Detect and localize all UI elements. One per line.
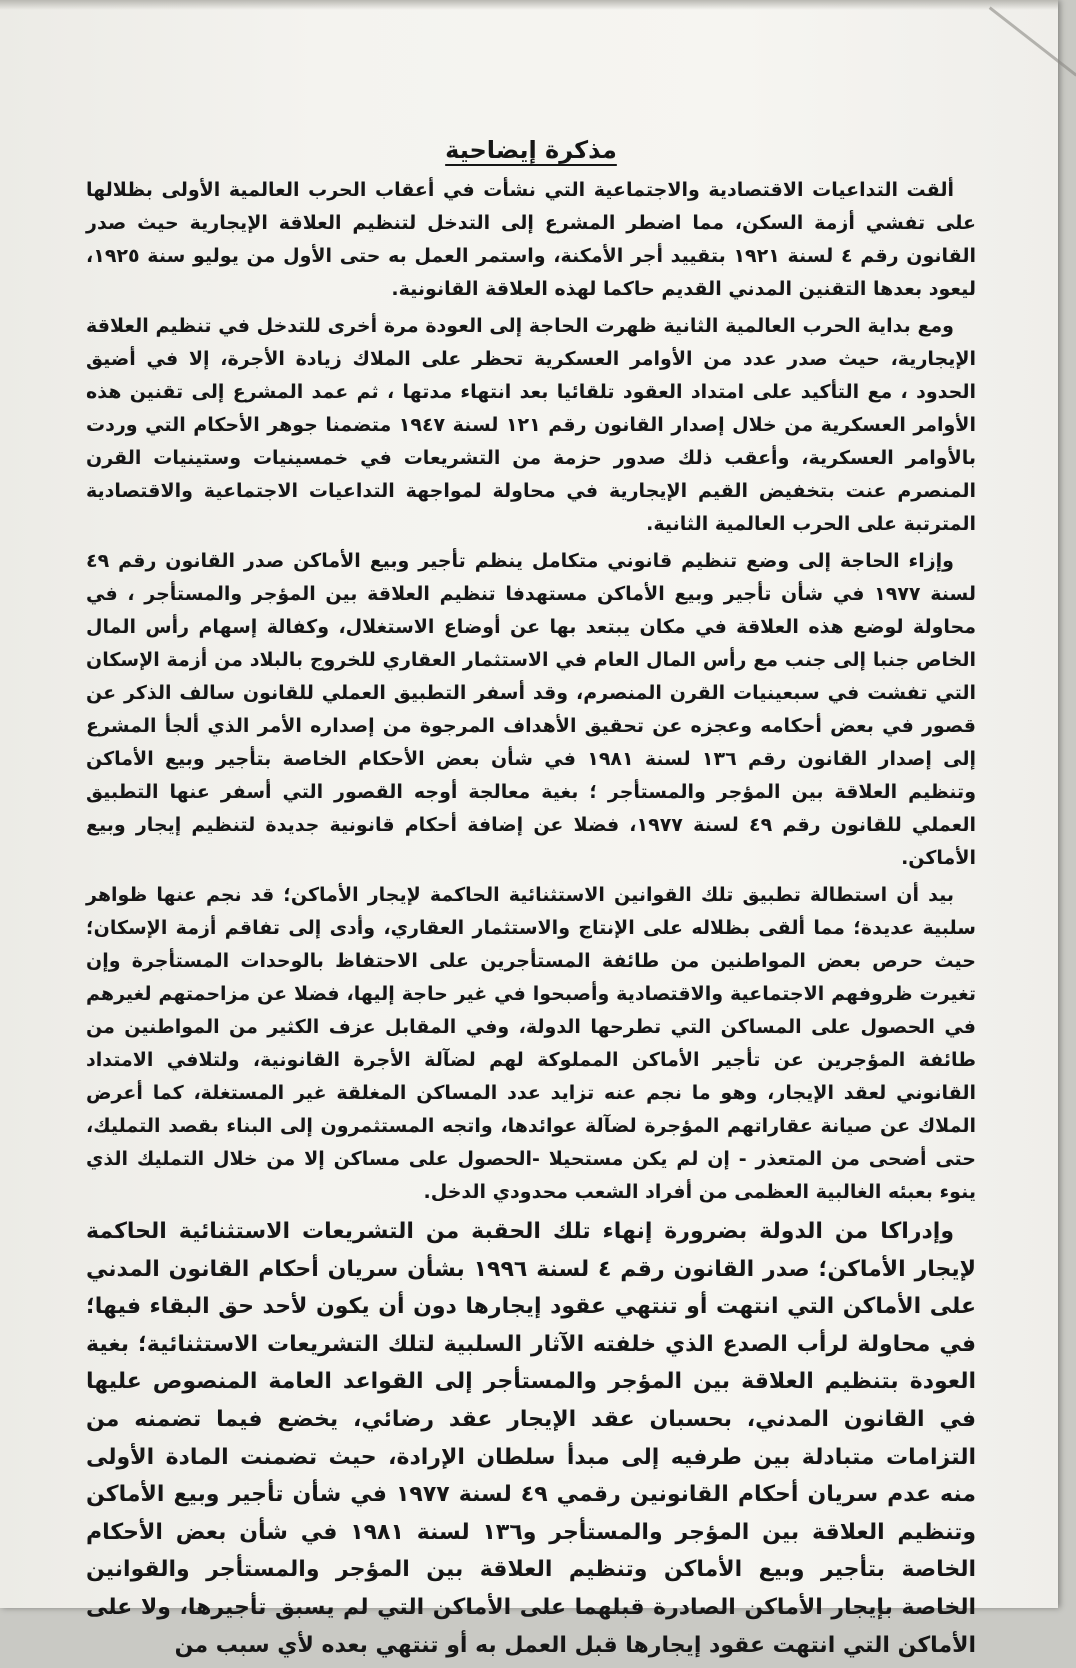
paragraph-negative-effects: بيد أن استطالة تطبيق تلك القوانين الاستثنائية الحاكمة لإيجار الأماكن؛ قد نجم عنها ظواهر سلبية عديدة؛ مما ألقى بظلاله على الإنتاج والاستثمار العقاري، وأدى إلى تفاقم أزمة الإسكان؛ حيث حرص بعض المواطنين من طائفة المستأجرين على الاحتفاظ بالوحدات المستأجرة وإن تغيرت ظروفهم الاجتماعية والاقتصادية وأصبحوا في غير حاجة إليها، فضلا عن مزاحمتهم لغيرهم في الحصول على المساكن التي تطرحها الدولة، وفي المقابل عزف الكثير من المواطنين من طائفة المؤجرين عن تأجير الأماكن المملوكة لهم لضآلة الأجرة القانونية، ولتلافي الامتداد القانوني لعقد الإيجار، وهو ما نجم عنه تزايد عدد المساكن المغلقة غير المستغلة، كما أعرض الملاك عن صيانة عقاراتهم المؤجرة لضآلة عوائدها، واتجه المستثمرون إلى البناء بقصد التمليك، حتى أضحى من المتعذر - إن لم يكن مستحيلا -الحصول على مساكن إلا من خلال التمليك الذي ينوء بعبئه الغالبية العظمى من أفراد الشعب محدودي الدخل. [86,884,976,1203]
paragraph-wwi-housing: ألقت التداعيات الاقتصادية والاجتماعية التي نشأت في أعقاب الحرب العالمية الأولى بظلالها على تفشي أزمة السكن، مما اضطر المشرع إلى التدخل لتنظيم العلاقة الإيجارية حيث صدر القانون رقم ٤ لسنة ١٩٢١ بتقييد أجر الأمكنة، واستمر العمل به حتى الأول من يوليو سنة ١٩٢٥، ليعود بعدها التقنين المدني القديم حاكما لهذه العلاقة القانونية. [86,179,976,300]
paragraph-wwii-military-orders: ومع بداية الحرب العالمية الثانية ظهرت الحاجة إلى العودة مرة أخرى للتدخل في تنظيم العلاقة الإيجارية، حيث صدر عدد من الأوامر العسكرية تحظر على الملاك زيادة الأجرة، إلا في أضيق الحدود ، مع التأكيد على امتداد العقود تلقائيا بعد انتهاء مدتها ، ثم عمد المشرع إلى تقنين هذه الأوامر العسكرية من خلال إصدار القانون رقم ١٢١ لسنة ١٩٤٧ متضمنا جوهر الأحكام التي وردت بالأوامر العسكرية، وأعقب ذلك صدور حزمة من التشريعات في خمسينيات وستينيات القرن المنصرم عنت بتخفيض القيم الإيجارية في محاولة لمواجهة التداعيات الاجتماعية والاقتصادية المترتبة على الحرب العالمية الثانية. [86,315,976,535]
document-title: مذكرة إيضاحية [445,136,617,164]
paragraph-law-4-1996: وإدراكا من الدولة بضرورة إنهاء تلك الحقبة من التشريعات الاستثنائية الحاكمة لإيجار الأماكن؛ صدر القانون رقم ٤ لسنة ١٩٩٦ بشأن سريان أحكام القانون المدني على الأماكن التي انتهت أو تنتهي عقود إيجارها دون أن يكون لأحد حق البقاء فيها؛ في محاولة لرأب الصدع الذي خلفته الآثار السلبية لتلك التشريعات الاستثنائية؛ بغية العودة بتنظيم العلاقة بين المؤجر والمستأجر إلى القواعد العامة المنصوص عليها في القانون المدني، بحسبان عقد الإيجار عقد رضائي، يخضع فيما تضمنه من التزامات متبادلة بين طرفيه إلى مبدأ سلطان الإرادة، حيث تضمنت المادة الأولى منه عدم سريان أحكام القانونين رقمي ٤٩ لسنة ١٩٧٧ في شأن تأجير وبيع الأماكن وتنظيم العلاقة بين المؤجر والمستأجر و١٣٦ لسنة ١٩٨١ في شأن بعض الأحكام الخاصة بتأجير وبيع الأماكن وتنظيم العلاقة بين المؤجر والمستأجر والقوانين الخاصة بإيجار الأماكن الصادرة قبلهما على الأماكن التي لم يسبق تأجيرها، ولا على الأماكن التي انتهت عقود إيجارها قبل العمل به أو تنتهي بعده لأي سبب من [86,1219,977,1658]
document-body [86,128,976,1668]
page-top-edge [0,0,1058,10]
paragraph-law-49-1977: وإزاء الحاجة إلى وضع تنظيم قانوني متكامل ينظم تأجير وبيع الأماكن صدر القانون رقم ٤٩ لسنة ١٩٧٧ في شأن تأجير وبيع الأماكن مستهدفا تنظيم العلاقة بين المؤجر والمستأجر ، في محاولة لوضع هذه العلاقة في مكان يبتعد بها عن أوضاع الاستغلال، وكفالة إسهام رأس المال الخاص جنبا إلى جنب مع رأس المال العام في الاستثمار العقاري للخروج بالبلاد من أزمة الإسكان التي تفشت في سبعينيات القرن المنصرم، وقد أسفر التطبيق العملي للقانون سالف الذكر عن قصور في بعض أحكامه وعجزه عن تحقيق الأهداف المرجوة من إصداره الأمر الذي ألجأ المشرع إلى إصدار القانون رقم ١٣٦ لسنة ١٩٨١ في شأن بعض الأحكام الخاصة بتأجير وبيع الأماكن وتنظيم العلاقة بين المؤجر والمستأجر ؛ بغية معالجة أوجه القصور التي أسفر عنها التطبيق العملي للقانون رقم ٤٩ لسنة ١٩٧٧، فضلا عن إضافة أحكام قانونية جديدة لتنظيم إيجار وبيع الأماكن. [86,550,976,869]
page-corner-fold [989,6,1076,76]
